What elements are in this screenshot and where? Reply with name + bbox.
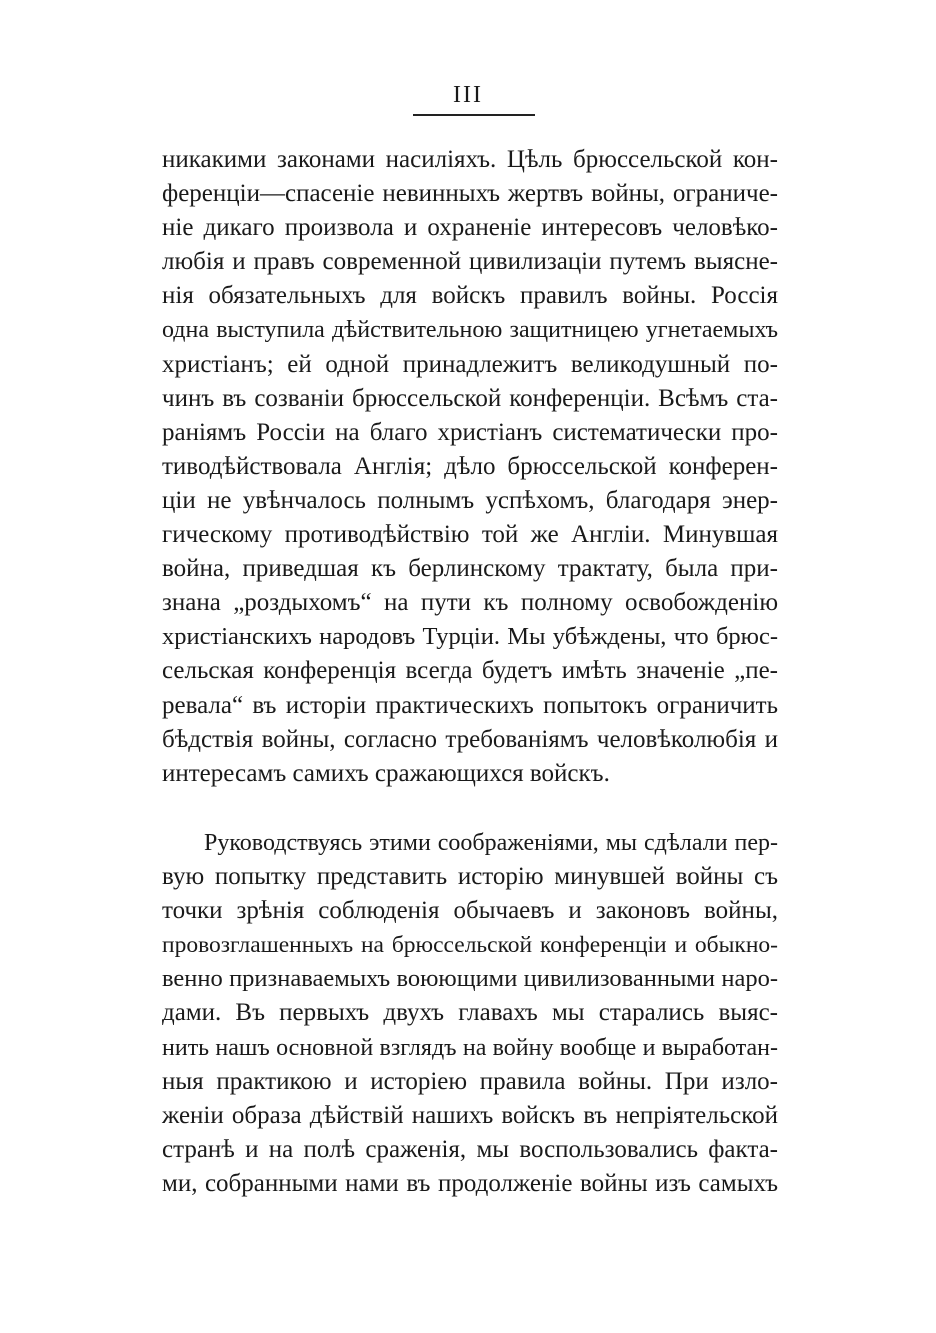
text-line: венно признаваемыхъ воюющими цивилизованными наро- [162,965,778,993]
text-line: ныя практикою и исторіею правила войны. При изло- [162,1067,778,1095]
text-line: ференціи—спасеніе невинныхъ жертвъ войны, ограниче- [162,180,778,208]
text-line: христіанскихъ народовъ Турціи. Мы убѣждены, что брюс- [162,623,778,651]
text-line: любія и правъ современной цивилизаціи путемъ выясне- [162,248,778,276]
paragraph [162,826,778,1201]
text-line: Руководствуясь этими соображеніями, мы сдѣлали пер- [204,830,778,856]
text-line: раніямъ Россіи на благо христіанъ систематически про- [162,418,778,446]
text-line: одна выступила дѣйствительною защитницею угнетаемыхъ [162,317,778,344]
text-line: интересамъ самихъ сражающихся войскъ. [162,759,610,787]
text-line: женіи образа дѣйствій нашихъ войскъ въ непріятельской [162,1101,778,1129]
text-line: ніе дикаго произвола и охраненіе интересовъ человѣко- [162,214,778,242]
paragraph [162,143,778,791]
text-line: провозглашенныхъ на брюссельской конференціи и обыкно- [162,932,778,959]
page-number: III [453,82,483,108]
text-line: дами. Въ первыхъ двухъ главахъ мы старались выяс- [162,999,778,1027]
text-line: ревала“ въ исторіи практическихъ попытокъ ограничить [162,691,778,719]
text-line: война, приведшая къ берлинскому трактату, была при- [162,555,778,583]
text-line: нить нашъ основной взглядъ на войну вообще и выработан- [162,1034,778,1061]
text-line: сельская конференція всегда будетъ имѣть значеніе „пе- [162,657,778,685]
text-line: чинъ въ созваніи брюссельской конференціи. Всѣмъ ста- [162,384,778,412]
text-line: знана „роздыхомъ“ на пути къ полному освобожденію [162,589,778,617]
text-line: странѣ и на полѣ сраженія, мы воспользовались факта- [162,1135,778,1163]
text-line: ціи не увѣнчалось полнымъ успѣхомъ, благодаря энер- [162,486,778,514]
text-line: нія обязательныхъ для войскъ правилъ войны. Россія [162,282,778,310]
text-line: христіанъ; ей одной принадлежитъ великодушный по- [162,350,778,378]
text-line: точки зрѣнія соблюденія обычаевъ и законовъ войны, [162,897,778,925]
header-rule [413,114,535,116]
text-line: тиводѣйствовала Англія; дѣло брюссельской конферен- [162,452,778,480]
text-line: бѣдствія войны, согласно требованіямъ человѣколюбія и [162,725,778,753]
text-line: гическому противодѣйствію той же Англіи. Минувшая [162,521,778,549]
text-line: вую попытку представить исторію минувшей войны съ [162,863,778,891]
text-line: никакими законами насиліяхъ. Цѣль брюссельской кон- [162,146,778,173]
text-line: ми, собранными нами въ продолженіе войны изъ самыхъ [162,1169,778,1197]
